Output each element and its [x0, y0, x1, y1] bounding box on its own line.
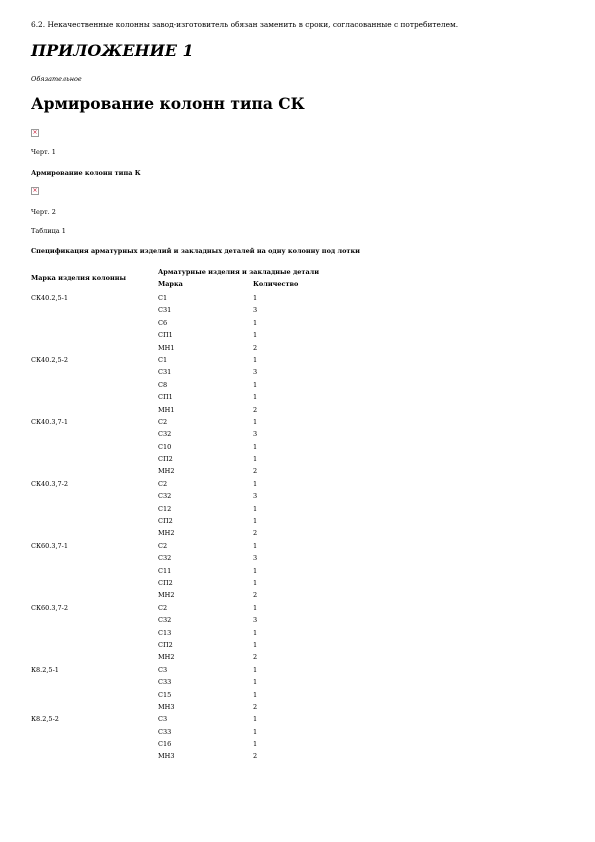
table-cell-mark: С32 — [158, 554, 172, 563]
table-cell-mark: С2 — [158, 541, 168, 550]
table-cell-mark: МН2 — [158, 653, 175, 662]
table-cell-mark: С3 — [158, 715, 168, 724]
table-cell-qty: 1 — [253, 455, 258, 464]
figure-caption: Черт. 2 — [31, 208, 56, 216]
table-cell-column: СК40.2,5-1 — [31, 294, 69, 302]
table-cell-qty: 1 — [253, 628, 258, 637]
table-cell-mark: МН2 — [158, 529, 175, 538]
table-cell-column: СК60.3,7-2 — [31, 603, 69, 612]
table-row — [31, 505, 571, 517]
table-row — [31, 542, 571, 554]
table-cell-qty: 1 — [253, 665, 258, 674]
table-row — [31, 467, 571, 479]
table-row — [31, 455, 571, 467]
table-cell-qty: 1 — [253, 380, 258, 389]
table-cell-qty: 1 — [253, 393, 258, 402]
table-cell-qty: 1 — [253, 479, 258, 488]
table-cell-qty: 2 — [253, 591, 258, 600]
table-cell-qty: 1 — [253, 541, 258, 550]
table-row — [31, 554, 571, 566]
table-header-qty: Количество — [253, 280, 299, 288]
table-row — [31, 406, 571, 418]
table-row — [31, 443, 571, 455]
table-cell-mark: СП2 — [158, 578, 173, 587]
table-cell-qty: 1 — [253, 318, 258, 327]
table-cell-column: СК40.2,5-2 — [31, 355, 69, 364]
table-cell-column: СК60.3,7-1 — [31, 541, 69, 550]
table-cell-mark: МН1 — [158, 343, 175, 352]
table-row — [31, 740, 571, 752]
table-cell-mark: С32 — [158, 616, 172, 625]
broken-image-icon: × — [32, 129, 38, 136]
table-cell-mark: С6 — [158, 318, 168, 327]
table-cell-mark: С2 — [158, 479, 168, 488]
table-row — [31, 492, 571, 504]
table-cell-mark: СП2 — [158, 455, 173, 464]
table-row — [31, 666, 571, 678]
table-cell-mark: С33 — [158, 678, 172, 687]
table-cell-qty: 2 — [253, 702, 258, 711]
table-row — [31, 331, 571, 343]
table-cell-qty: 2 — [253, 467, 258, 476]
table-row — [31, 703, 571, 715]
table-cell-qty: 1 — [253, 442, 258, 451]
table-cell-qty: 1 — [253, 578, 258, 587]
table-row — [31, 344, 571, 356]
table-cell-mark: С33 — [158, 727, 172, 736]
table-header-column-mark: Марка изделия колонны — [31, 274, 127, 282]
section-title: Армирование колонн типа СК — [31, 94, 305, 113]
table-cell-qty: 1 — [253, 640, 258, 649]
table-cell-column: К8.2,5-2 — [31, 715, 59, 724]
table-cell-mark: МН2 — [158, 467, 175, 476]
table-row — [31, 356, 571, 368]
table-cell-qty: 2 — [253, 529, 258, 538]
table-cell-mark: С1 — [158, 355, 168, 364]
table-row — [31, 529, 571, 541]
table-cell-qty: 1 — [253, 740, 258, 749]
table-cell-qty: 3 — [253, 554, 258, 563]
table-row — [31, 728, 571, 740]
table-row — [31, 691, 571, 703]
table-cell-mark: МН3 — [158, 702, 175, 711]
table-cell-mark: С10 — [158, 442, 172, 451]
table-row — [31, 591, 571, 603]
table-cell-qty: 2 — [253, 653, 258, 662]
table-cell-mark: С32 — [158, 430, 172, 439]
table-row — [31, 480, 571, 492]
table-row — [31, 678, 571, 690]
table-cell-qty: 3 — [253, 492, 258, 501]
table-cell-mark: С15 — [158, 690, 172, 699]
table-cell-qty: 1 — [253, 504, 258, 513]
figure-caption: Черт. 1 — [31, 148, 56, 156]
table-row — [31, 752, 571, 764]
figure-subcaption: Армирование колонн типа К — [31, 169, 141, 177]
table-cell-qty: 1 — [253, 715, 258, 724]
table-cell-qty: 1 — [253, 517, 258, 526]
table-cell-column: СК40.3,7-1 — [31, 417, 69, 426]
table-cell-qty: 3 — [253, 368, 258, 377]
table-cell-qty: 1 — [253, 417, 258, 426]
table-label: Таблица 1 — [31, 227, 66, 235]
table-cell-qty: 1 — [253, 678, 258, 687]
table-cell-mark: С31 — [158, 306, 172, 315]
table-cell-mark: СП1 — [158, 393, 173, 402]
table-cell-qty: 2 — [253, 343, 258, 352]
table-row — [31, 629, 571, 641]
table-body — [31, 294, 571, 765]
table-row — [31, 715, 571, 727]
table-cell-mark: С8 — [158, 380, 168, 389]
table-row — [31, 418, 571, 430]
table-row — [31, 517, 571, 529]
table-row — [31, 294, 571, 306]
table-cell-qty: 1 — [253, 331, 258, 340]
table-row — [31, 430, 571, 442]
table-cell-qty: 3 — [253, 616, 258, 625]
intro-paragraph: 6.2. Некачественные колонны завод-изготовитель обязан заменить в сроки, согласованные с потребителем. — [31, 20, 459, 29]
table-cell-qty: 1 — [253, 727, 258, 736]
table-cell-qty: 2 — [253, 405, 258, 414]
table-row — [31, 579, 571, 591]
table-cell-mark: МН2 — [158, 591, 175, 600]
table-row — [31, 319, 571, 331]
table-header-mark: Марка — [158, 280, 183, 288]
table-cell-qty: 2 — [253, 752, 258, 761]
table-cell-mark: СП1 — [158, 331, 173, 340]
table-cell-mark: МН1 — [158, 405, 175, 414]
table-cell-qty: 1 — [253, 294, 258, 302]
table-row — [31, 381, 571, 393]
table-cell-qty: 1 — [253, 690, 258, 699]
table-row — [31, 393, 571, 405]
table-cell-qty: 1 — [253, 603, 258, 612]
table-cell-mark: С13 — [158, 628, 172, 637]
table-cell-column: СК40.3,7-2 — [31, 479, 69, 488]
table-cell-mark: С16 — [158, 740, 172, 749]
table-cell-mark: С31 — [158, 368, 172, 377]
table-row — [31, 616, 571, 628]
table-cell-mark: С32 — [158, 492, 172, 501]
table-cell-qty: 3 — [253, 306, 258, 315]
table-cell-column: К8.2,5-1 — [31, 665, 59, 674]
table-row — [31, 567, 571, 579]
broken-image-icon: × — [32, 187, 38, 194]
table-cell-mark: МН3 — [158, 752, 175, 761]
table-cell-mark: С12 — [158, 504, 172, 513]
table-cell-qty: 1 — [253, 355, 258, 364]
table-cell-qty: 3 — [253, 430, 258, 439]
appendix-title: ПРИЛОЖЕНИЕ 1 — [31, 41, 194, 60]
table-cell-mark: С11 — [158, 566, 172, 575]
table-row — [31, 604, 571, 616]
table-cell-mark: С2 — [158, 603, 168, 612]
table-row — [31, 368, 571, 380]
table-cell-mark: С2 — [158, 417, 168, 426]
table-row — [31, 653, 571, 665]
table-title: Спецификация арматурных изделий и закладных деталей на одну колонну под лотки — [31, 247, 360, 255]
table-cell-mark: С3 — [158, 665, 168, 674]
table-cell-mark: СП2 — [158, 640, 173, 649]
table-cell-mark: СП2 — [158, 517, 173, 526]
table-row — [31, 641, 571, 653]
appendix-subtitle: Обязательное — [31, 75, 82, 83]
table-group-header: Арматурные изделия и закладные детали — [158, 268, 320, 276]
table-row — [31, 306, 571, 318]
table-cell-qty: 1 — [253, 566, 258, 575]
table-cell-mark: С1 — [158, 294, 168, 302]
